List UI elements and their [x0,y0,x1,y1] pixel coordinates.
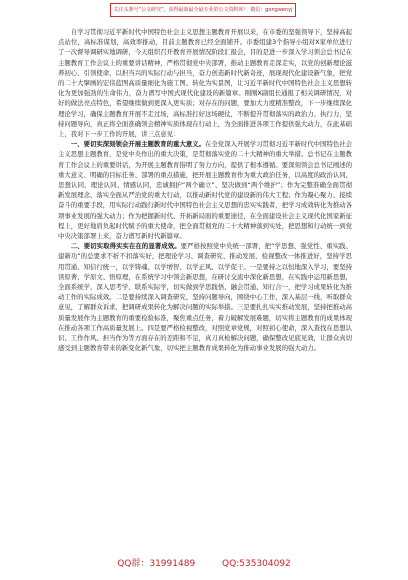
qq-number: QQ:535304092 [222,559,291,569]
promo-banner: 关注头条号“公文研究”，获得最新最全最专业的公文资料库！ 微信：gongwenyj [110,3,296,17]
intro-paragraph: 自学习贯彻习近平新时代中国特色社会主义思想主题教育开展以来，在市委的坚强领导下，坚持高起点站位，高标准谋划，高效率推动，目前主题教育已经全面铺开。市委组建3个指导小组对X家单位进行了一次督导调研实地调研，今天组织召开教育开展情况阶段汇报会，目的是进一步深入学习领会总书记在主题教育工作会议上的重要讲话精神，严格贯彻党中央部署，推动主题教育走深走实，以党的创新理论滋养初心、引领使命，以担当兴的实际行动与担当，奋力创造新时代新奇迹，展现现代化建设新气象，把党的二十大擘画的宏伟蓝图高质量细化为施工图、转化为实景图，让习近平新时代中国特色社会主义思想转化为更加强劲的生命伟力，奋力谱写中国式现代化建设的新篇章。刚刚X副组长通报了相关调研情况，对好的做法亮点特色，希望继续做到更深入更实质；对存在的问题，要加大力度精准整改，下一步继续深化理论学习，确保主题教育开展不走过场，高标准打好这场硬仗，不断提升贯彻落实的政治力、执行力，坚持问题导向，真正将全面准确领会精神实质体现在行动上，为全面推进各项工作提供强大动力，在此基础上，我对下一步工作的开展，讲三点意见： [58,28,352,139]
section-2-text: 要严格按照党中央统一部署，把“学思想、强党性、重实践、建新功”的总要求不折不扣落实好，把理论学习、调查研究、推动发展、检视整改一体推进好，坚持学思用贯通、知信行统一，以学铸魂、以学增智、以学正风、以学促干。一是要持之以恒地深入学习，要坚持读原著、学原文、悟原理，在系统学习中领会新思想，在研讨交流中深化新思想，在实践中运用新思想，全面系统学、深入思考学、联系实际学，切实做到学思践悟、融会贯通、知行合一，把学习成果转化为推动工作的实际成效。二是要持续深入调查研究，坚持问题导向，围绕中心工作，深入基层一线，听取群众意见，了解群众诉求，把调研成果转化为解决问题的实际举措。三是要扎扎实实推动发展，坚持把推动高质量发展作为主题教育的重要检验标准，聚焦重点任务，着力破解发展难题，切实将主题教育的成果体现在推动各项工作高质量发展上。四是要严格检视整改，对照党章党规，对照初心使命，深入查找在思想认识、工作作风、担当作为等方面存在的差距和不足，真刀真枪解决问题，确保整改见底见效，让群众真切感受到主题教育带来的新变化新气象，切实把主题教育成果转化为推动事业发展的强大动力。 [58,242,353,353]
contact-footer [0,556,408,569]
section-1-text: 在全党深入开展学习贯彻习近平新时代中国特色社会主义思想主题教育，是党中央作出的重大决策，是贯彻落实党的二十大精神的重大举措。总书记在主题教育工作会议上的重要讲话，为开展主题教育指明了努力方向，提供了根本遵循。要深刻领会总书记阐述的重大意义、明确的目标任务、部署的重点措施，把开展主题教育作为重大政治任务，以高度的政治认同、思想认同、理论认同、情感认同，忠诚拥护“两个确立”、坚决做到“两个维护”；作为完整准确全面贯彻新发展理念、落实全面从严治党的重大行动，以推动新时代党的建设新的伟大工程；作为凝心聚力、接续奋斗的重要手段，用实际行动践行新时代中国特色社会主义思想的忠实实践者，把学习成效转化为推动各项事业发展的强大动力；作为把握新时代、开拓新局面的重要途径，在全面建设社会主义现代化国家新征程上，更好地肩负起时代赋予的重大使命，把全面贯彻党的二十大精神落到实处，把思想和行动统一到党中央决策部署上来，奋力谱写新时代新篇章。 [58,140,353,241]
section-2-paragraph [58,241,352,353]
qq-group-number: QQ群：31991489 [117,559,196,569]
section-1-paragraph [58,139,352,241]
document-body [58,27,352,354]
section-2-heading: 二、要切实取得实实在在的显著成效。 [70,242,181,251]
section-1-heading: 一、要切实深刻领会开展主题教育的重大意义。 [70,140,206,149]
